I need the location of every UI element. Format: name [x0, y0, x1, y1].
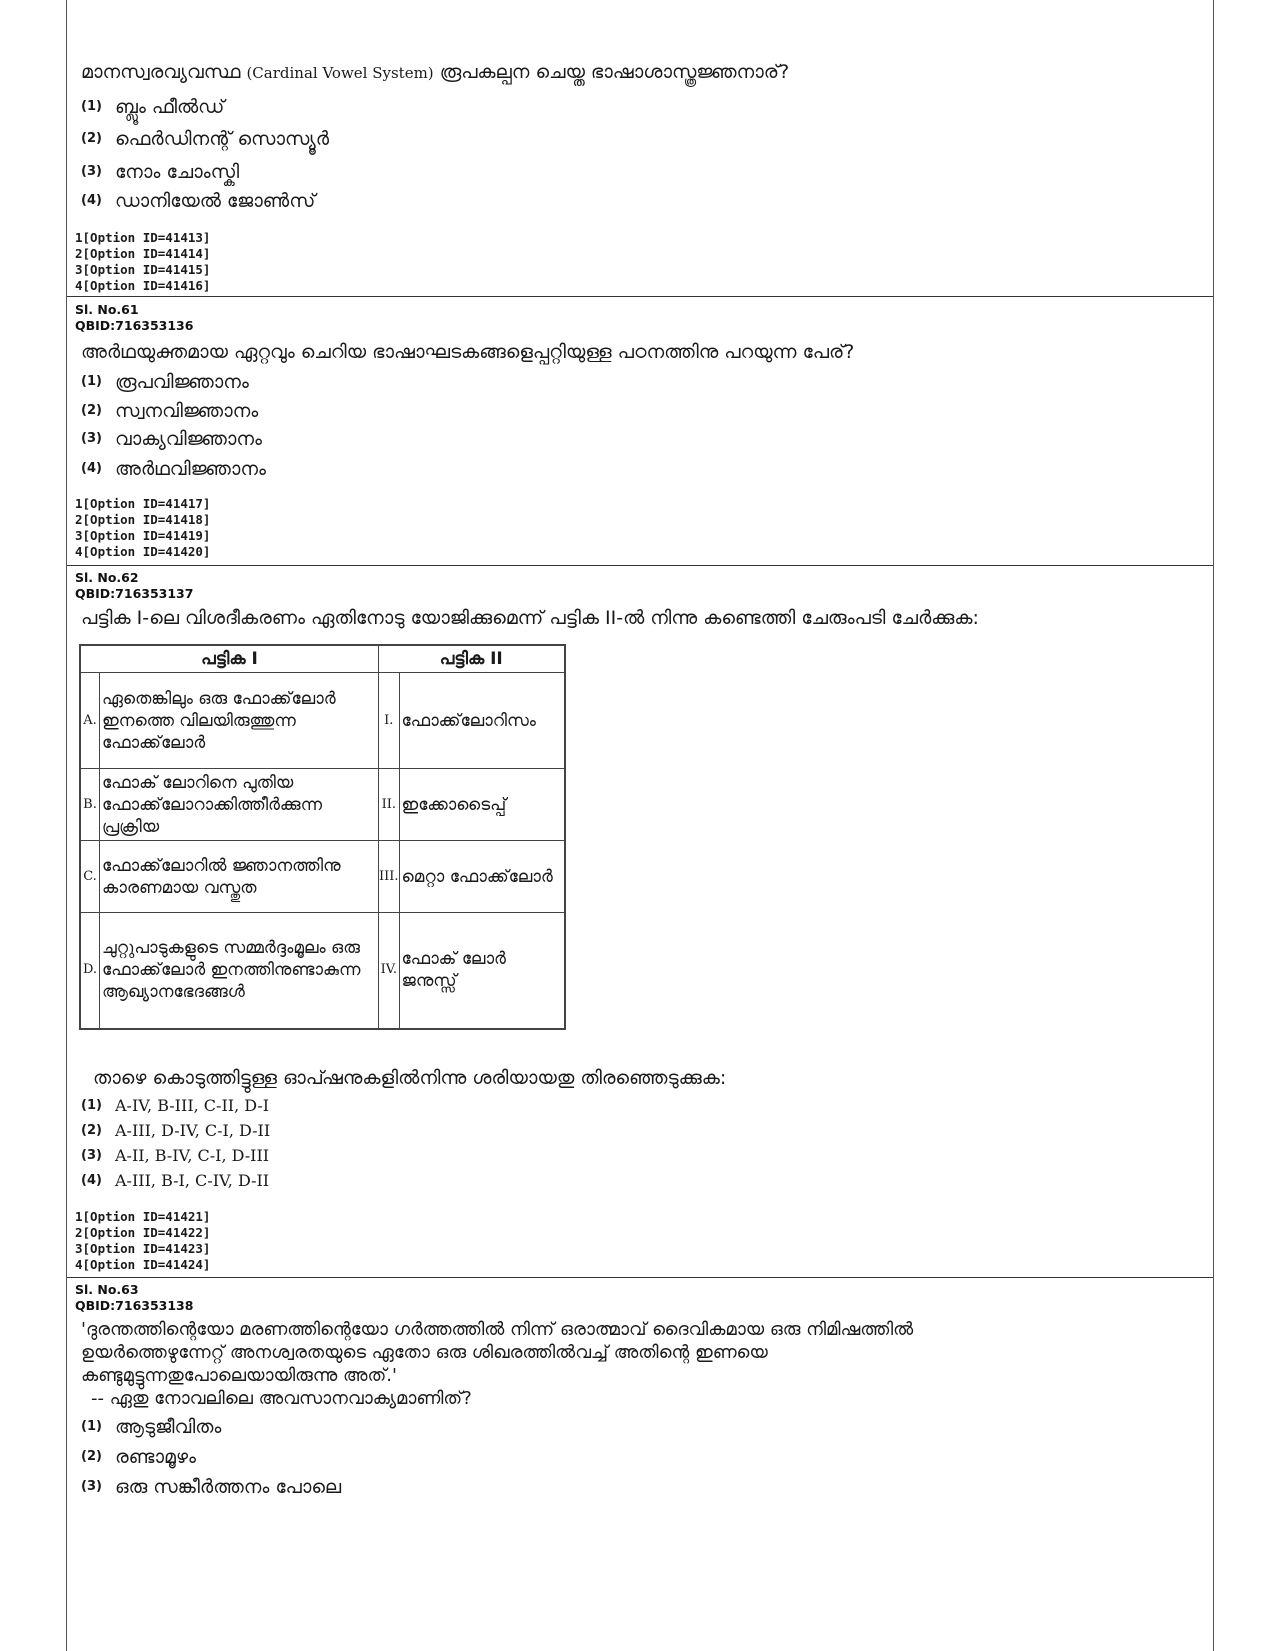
serial-number: Sl. No.61: [75, 302, 139, 317]
option-id: 2[Option ID=41418]: [75, 512, 211, 527]
option-number: (1): [81, 99, 102, 114]
option-id: 3[Option ID=41419]: [75, 528, 211, 543]
table-row: [80, 913, 565, 1029]
option-number: (1): [81, 1098, 102, 1113]
option-text: ഫെർഡിനന്റ് സൊസ്യൂർ: [115, 128, 330, 150]
option-id: 4[Option ID=41420]: [75, 544, 211, 559]
q61-header: [75, 302, 193, 334]
question-divider: [67, 565, 1213, 566]
q62-option-4[interactable]: [81, 1168, 269, 1193]
option-id: 1[Option ID=41417]: [75, 496, 211, 511]
list1-item: ചുറ്റുപാടുകളുടെ സമ്മർദ്ദംമൂലം ഒരു ഫോക്ക്‌ലോർ ഇനത്തിനുണ്ടാകുന്ന ആഖ്യാനഭേദങ്ങൾ: [100, 913, 379, 1029]
option-id: 3[Option ID=41415]: [75, 262, 211, 277]
q61-option-1[interactable]: [81, 369, 249, 394]
option-id: 3[Option ID=41423]: [75, 1241, 211, 1256]
q60-option-3[interactable]: [81, 159, 239, 184]
row-label: A.: [80, 673, 100, 769]
option-text: ബ്ലൂം ഫീൽഡ്: [115, 96, 225, 118]
list1-item: ഫോക് ലോറിനെ പുതിയ ഫോക്ക്‌ലോറാക്കിത്തീർക്കുന്ന പ്രക്രിയ: [100, 769, 379, 841]
option-id: 2[Option ID=41414]: [75, 246, 211, 261]
q62-question-text: പട്ടിക I-ലെ വിശദീകരണം ഏതിനോടു യോജിക്കുമെന്ന് പട്ടിക II-ൽ നിന്നു കണ്ടെത്തി ചേരുംപടി ചേർക്കുക:: [81, 607, 979, 629]
qbid: QBID:716353136: [75, 318, 194, 333]
q63-option-3[interactable]: [81, 1474, 341, 1499]
q60-text-part2: രൂപകല്പന ചെയ്ത ഭാഷാശാസ്ത്രജ്ഞനാര്?: [439, 61, 790, 83]
q60-option-4[interactable]: [81, 188, 315, 213]
option-id: 1[Option ID=41421]: [75, 1209, 211, 1224]
option-id: 2[Option ID=41422]: [75, 1225, 211, 1240]
q60-text-english: (Cardinal Vowel System): [246, 64, 434, 82]
option-id: 4[Option ID=41416]: [75, 278, 211, 293]
q63-text-line: -- ഏതു നോവലിലെ അവസാനവാക്യമാണിത്?: [91, 1388, 472, 1409]
table-row: [80, 769, 565, 841]
option-text: വാക്യവിജ്ഞാനം: [115, 428, 262, 450]
q62-option-3[interactable]: [81, 1143, 269, 1168]
qbid: QBID:716353137: [75, 586, 194, 601]
option-number: (2): [81, 131, 102, 146]
option-text: A-III, D-IV, C-I, D-II: [115, 1121, 271, 1140]
q63-question-text: [81, 1318, 913, 1410]
table-row: [80, 841, 565, 913]
question-paper-page: [66, 0, 1214, 1651]
question-divider: [67, 1277, 1213, 1278]
column-header-list2: പട്ടിക II: [379, 645, 565, 673]
q62-instruction: താഴെ കൊടുത്തിട്ടുള്ള ഓപ്ഷനുകളിൽനിന്നു ശരിയായതു തിരഞ്ഞെടുക്കുക:: [93, 1067, 727, 1089]
list1-item: ഏതെങ്കിലും ഒരു ഫോക്ക്‌ലോർ ഇനത്തെ വിലയിരുത്തുന്ന ഫോക്ക്‌ലോർ: [100, 673, 379, 769]
table-row: [80, 673, 565, 769]
row-label: IV.: [379, 913, 400, 1029]
q61-option-4[interactable]: [81, 456, 266, 481]
option-number: (3): [81, 431, 102, 446]
option-text: A-II, B-IV, C-I, D-III: [115, 1146, 270, 1165]
option-text: നോം ചോംസ്കി: [115, 161, 240, 183]
row-label: D.: [80, 913, 100, 1029]
option-number: (3): [81, 1479, 102, 1494]
option-text: ആടുജീവിതം: [115, 1416, 222, 1438]
option-text: ഡാനിയേൽ ജോൺസ്: [115, 190, 316, 212]
list2-item: ഫോക്ക്‌ലോറിസം: [399, 673, 565, 769]
list2-item: ഇക്കോടൈപ്പ്: [399, 769, 565, 841]
option-text: സ്വനവിജ്ഞാനം: [115, 400, 259, 422]
q61-option-ids: [75, 496, 210, 560]
list2-item: ഫോക് ലോർ ജനുസ്സ്: [399, 913, 565, 1029]
q60-option-1[interactable]: [81, 94, 224, 119]
list2-item: മെറ്റാ ഫോക്ക്‌ലോർ: [399, 841, 565, 913]
q63-text-line: കണ്ടുമുട്ടുന്നതുപോലെയായിരുന്നു അത്.': [81, 1365, 397, 1386]
option-id: 4[Option ID=41424]: [75, 1257, 211, 1272]
option-text: രണ്ടാമൂഴം: [115, 1446, 197, 1468]
option-text: A-III, B-I, C-IV, D-II: [115, 1171, 270, 1190]
option-number: (1): [81, 1419, 102, 1434]
q61-option-2[interactable]: [81, 398, 258, 423]
q63-option-2[interactable]: [81, 1444, 196, 1469]
serial-number: Sl. No.62: [75, 570, 139, 585]
option-number: (4): [81, 1173, 102, 1188]
q63-text-line: ഉയർത്തെഴുന്നേറ്റ് അനശ്വരതയുടെ ഏതോ ഒരു ശിഖരത്തിൽവച്ച് അതിന്റെ ഇണയെ: [81, 1342, 768, 1363]
q61-question-text: അർഥയുക്തമായ ഏറ്റവും ചെറിയ ഭാഷാഘടകങ്ങളെപ്പറ്റിയുള്ള പഠനത്തിനു പറയുന്ന പേര്?: [81, 341, 855, 363]
option-number: (1): [81, 374, 102, 389]
option-text: രൂപവിജ്ഞാനം: [115, 371, 249, 393]
row-label: I.: [379, 673, 400, 769]
q60-option-2[interactable]: [81, 126, 329, 151]
q63-header: [75, 1282, 193, 1314]
serial-number: Sl. No.63: [75, 1282, 139, 1297]
option-number: (2): [81, 1123, 102, 1138]
row-label: C.: [80, 841, 100, 913]
q63-text-line: 'ദുരന്തത്തിന്റെയോ മരണത്തിന്റെയോ ഗർത്തത്തിൽ നിന്ന് ഒരാത്മാവ് ദൈവികമായ ഒരു നിമിഷത്തിൽ: [81, 1319, 914, 1340]
q62-option-1[interactable]: [81, 1093, 269, 1118]
list1-item: ഫോക്ക്‌ലോറിൽ ജ്ഞാനത്തിനു കാരണമായ വസ്തുത: [100, 841, 379, 913]
option-number: (2): [81, 403, 102, 418]
option-text: A-IV, B-III, C-II, D-I: [115, 1096, 270, 1115]
option-number: (2): [81, 1449, 102, 1464]
q62-match-table: [79, 644, 566, 1030]
q61-option-3[interactable]: [81, 426, 262, 451]
q63-option-1[interactable]: [81, 1414, 221, 1439]
q60-option-ids: [75, 230, 210, 294]
option-number: (3): [81, 164, 102, 179]
row-label: II.: [379, 769, 400, 841]
option-id: 1[Option ID=41413]: [75, 230, 211, 245]
table-header-row: [80, 645, 565, 673]
column-header-list1: പട്ടിക I: [80, 645, 379, 673]
option-number: (4): [81, 461, 102, 476]
option-text: അർഥവിജ്ഞാനം: [115, 458, 266, 480]
option-number: (4): [81, 193, 102, 208]
q60-text-part1: മാനസ്വരവ്യവസ്ഥ: [81, 61, 241, 83]
q62-option-2[interactable]: [81, 1118, 270, 1143]
q62-option-ids: [75, 1209, 210, 1273]
row-label: B.: [80, 769, 100, 841]
row-label: III.: [379, 841, 400, 913]
q60-question-text: [81, 60, 789, 86]
question-divider: [67, 296, 1213, 297]
option-number: (3): [81, 1148, 102, 1163]
option-text: ഒരു സങ്കീർത്തനം പോലെ: [115, 1476, 342, 1498]
qbid: QBID:716353138: [75, 1298, 194, 1313]
q62-header: [75, 570, 193, 602]
